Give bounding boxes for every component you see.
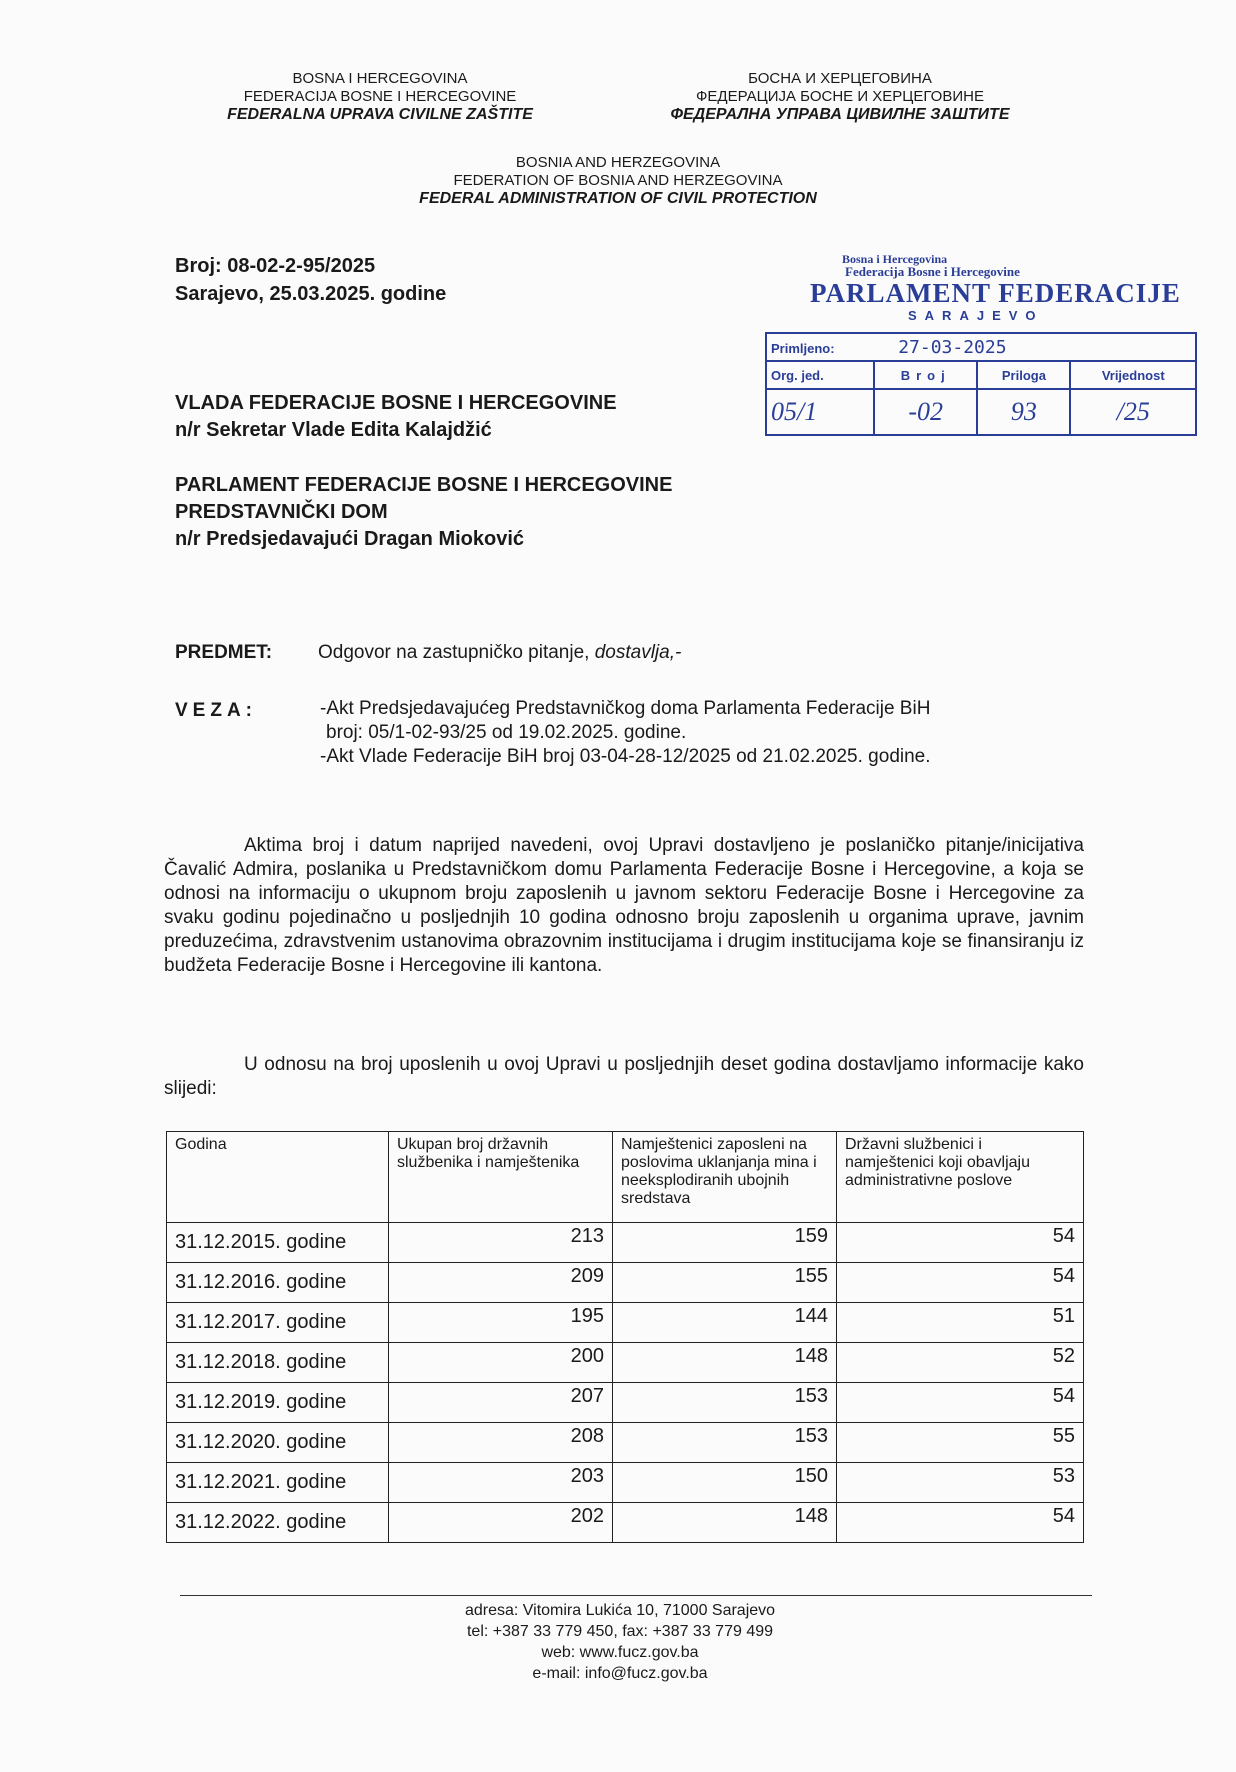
cell-godina: 31.12.2020. godine [167,1423,389,1463]
recipient-1-attention: n/r Sekretar Vlade Edita Kalajdžić [175,419,492,441]
header-latin-line3: FEDERALNA UPRAVA CIVILNE ZAŠTITE [227,106,533,123]
header-english [368,154,868,208]
table-row [167,1423,1084,1463]
stamp-col-vrijednost: Vrijednost [1070,361,1196,389]
cell-mine: 155 [613,1263,837,1303]
recipient-1-name: VLADA FEDERACIJE BOSNE I HERCEGOVINE [175,392,617,414]
stamp-col-priloga: Priloga [977,361,1070,389]
cell-godina: 31.12.2019. godine [167,1383,389,1423]
footer-divider [180,1595,1092,1596]
reference-number: Broj: 08-02-2-95/2025 [175,255,376,277]
cell-ukupno: 203 [389,1463,613,1503]
footer-address: adresa: Vitomira Lukića 10, 71000 Sarajevo [464,1602,776,1619]
cell-ukupno: 213 [389,1223,613,1263]
stamp-line2: Federacija Bosne i Hercegovine [845,264,1020,279]
veza-line1: -Akt Predsjedavajućeg Predstavničkog doma Parlamenta Federacije BiH [320,698,931,719]
cell-mine: 153 [613,1383,837,1423]
subject-italic: dostavlja,- [594,642,682,663]
header-english-line3: FEDERAL ADMINISTRATION OF CIVIL PROTECTION [419,190,817,207]
stamp-grid [765,332,1197,436]
header-latin-line1: BOSNA I HERCEGOVINA [292,70,468,87]
table-header-admin: Državni službenici i namještenici koji obavljaju administrativne poslove [837,1132,1084,1223]
stamp-line4: SARAJEVO [908,308,1044,323]
table-header-row [167,1132,1084,1223]
cell-mine: 150 [613,1463,837,1503]
header-english-line1: BOSNIA AND HERZEGOVINA [515,154,721,171]
cell-admin: 52 [837,1343,1084,1383]
cell-godina: 31.12.2015. godine [167,1223,389,1263]
recipient-2-attention: n/r Predsjedavajući Dragan Mioković [175,528,525,550]
footer-phone: tel: +387 33 779 450, fax: +387 33 779 499 [466,1623,774,1640]
recipient-2-house: PREDSTAVNIČKI DOM [175,501,388,523]
veza-line1b: broj: 05/1-02-93/25 od 19.02.2025. godine. [326,722,687,743]
header-cyrillic-line2: ФЕДЕРАЦИЈА БОСНЕ И ХЕРЦЕГОВИНЕ [696,88,984,105]
recipient-parliament [175,472,672,553]
reception-stamp [760,252,1200,462]
header-cyrillic [630,70,1050,124]
table-header-ukupno: Ukupan broj državnih službenika i namještenika [389,1132,613,1223]
stamp-val-priloga: 93 [977,389,1070,435]
table-header-mine: Namještenici zaposleni na poslovima uklanjanja mina i neeksplodiranih ubojnih sredstava [613,1132,837,1223]
cell-ukupno: 208 [389,1423,613,1463]
cell-godina: 31.12.2022. godine [167,1503,389,1543]
cell-admin: 54 [837,1383,1084,1423]
stamp-received-row [766,333,1196,361]
header-latin-line2: FEDERACIJA BOSNE I HERCEGOVINE [243,88,517,105]
header-cyrillic-line3: ФЕДЕРАЛНА УПРАВА ЦИВИЛНЕ ЗАШТИТЕ [670,106,1010,123]
veza-label: VEZA: [175,700,257,721]
cell-ukupno: 202 [389,1503,613,1543]
veza-line2: -Akt Vlade Federacije BiH broj 03-04-28-12/2025 od 21.02.2025. godine. [320,746,931,767]
cell-mine: 153 [613,1423,837,1463]
header-english-line2: FEDERATION OF BOSNIA AND HERZEGOVINA [453,172,783,189]
cell-mine: 144 [613,1303,837,1343]
cell-ukupno: 200 [389,1343,613,1383]
table-row [167,1263,1084,1303]
stamp-val-org: 05/1 [766,389,874,435]
cell-admin: 54 [837,1503,1084,1543]
cell-mine: 148 [613,1503,837,1543]
table-row [167,1463,1084,1503]
cell-admin: 51 [837,1303,1084,1343]
table-row [167,1303,1084,1343]
footer-web: web: www.fucz.gov.ba [541,1644,699,1661]
header-cyrillic-line1: БОСНА И ХЕРЦЕГОВИНА [748,70,932,87]
employees-table [166,1131,1084,1543]
recipient-government [175,390,617,444]
cell-ukupno: 195 [389,1303,613,1343]
stamp-val-vrijednost: /25 [1070,389,1196,435]
table-row [167,1503,1084,1543]
stamp-val-broj: -02 [874,389,977,435]
stamp-line1: Bosna i Hercegovina [842,252,948,266]
header-latin [180,70,580,124]
cell-admin: 53 [837,1463,1084,1503]
table-row [167,1383,1084,1423]
recipient-2-name: PARLAMENT FEDERACIJE BOSNE I HERCEGOVINE [175,474,673,496]
subject-text [318,642,681,664]
cell-godina: 31.12.2018. godine [167,1343,389,1383]
body-paragraph-1: Aktima broj i datum naprijed navedeni, ovoj Upravi dostavljeno je poslaničko pitanje/inicijativa Čavalić Admira, poslanika u Predstavničkom domu Parlamenta Federacije Bosne i Hercegovine, a koja se odnosi na informaciju o ukupnom broju zaposlenih u javnom sektoru Federacije Bosne i Hercegovine za svaku godinu pojedinačno u posljednjih 10 godina odnosno broju zaposlenih u organima uprave, javnim preduzećima, zdravstvenim ustanovima obrazovnim institucijama i drugim institucijama koje se finansiranju iz budžeta Federacije Bosne i Hercegovine ili kantona. [164,835,1084,976]
body-paragraph-2: U odnosu na broj uposlenih u ovoj Upravi u posljednjih deset godina dostavljamo informacije kako slijedi: [164,1054,1084,1099]
cell-admin: 54 [837,1263,1084,1303]
cell-godina: 31.12.2021. godine [167,1463,389,1503]
cell-admin: 55 [837,1423,1084,1463]
table-header-godina: Godina [167,1132,389,1223]
stamp-col-broj: Broj [874,361,977,389]
cell-ukupno: 207 [389,1383,613,1423]
cell-godina: 31.12.2017. godine [167,1303,389,1343]
stamp-received-date: 27-03-2025 [898,336,1007,358]
reference-date: Sarajevo, 25.03.2025. godine [175,283,447,305]
footer-email: e-mail: info@fucz.gov.ba [532,1665,708,1682]
stamp-line3: PARLAMENT FEDERACIJE [810,278,1181,308]
subject-main: Odgovor na zastupničko pitanje, [318,642,590,663]
stamp-col-org: Org. jed. [766,361,874,389]
table-row [167,1343,1084,1383]
cell-ukupno: 209 [389,1263,613,1303]
table-row [167,1223,1084,1263]
cell-mine: 148 [613,1343,837,1383]
cell-admin: 54 [837,1223,1084,1263]
stamp-received-label: Primljeno: [771,340,835,356]
cell-mine: 159 [613,1223,837,1263]
subject-label: PREDMET: [175,642,273,663]
footer [370,1600,870,1684]
table-body [167,1223,1084,1543]
cell-godina: 31.12.2016. godine [167,1263,389,1303]
